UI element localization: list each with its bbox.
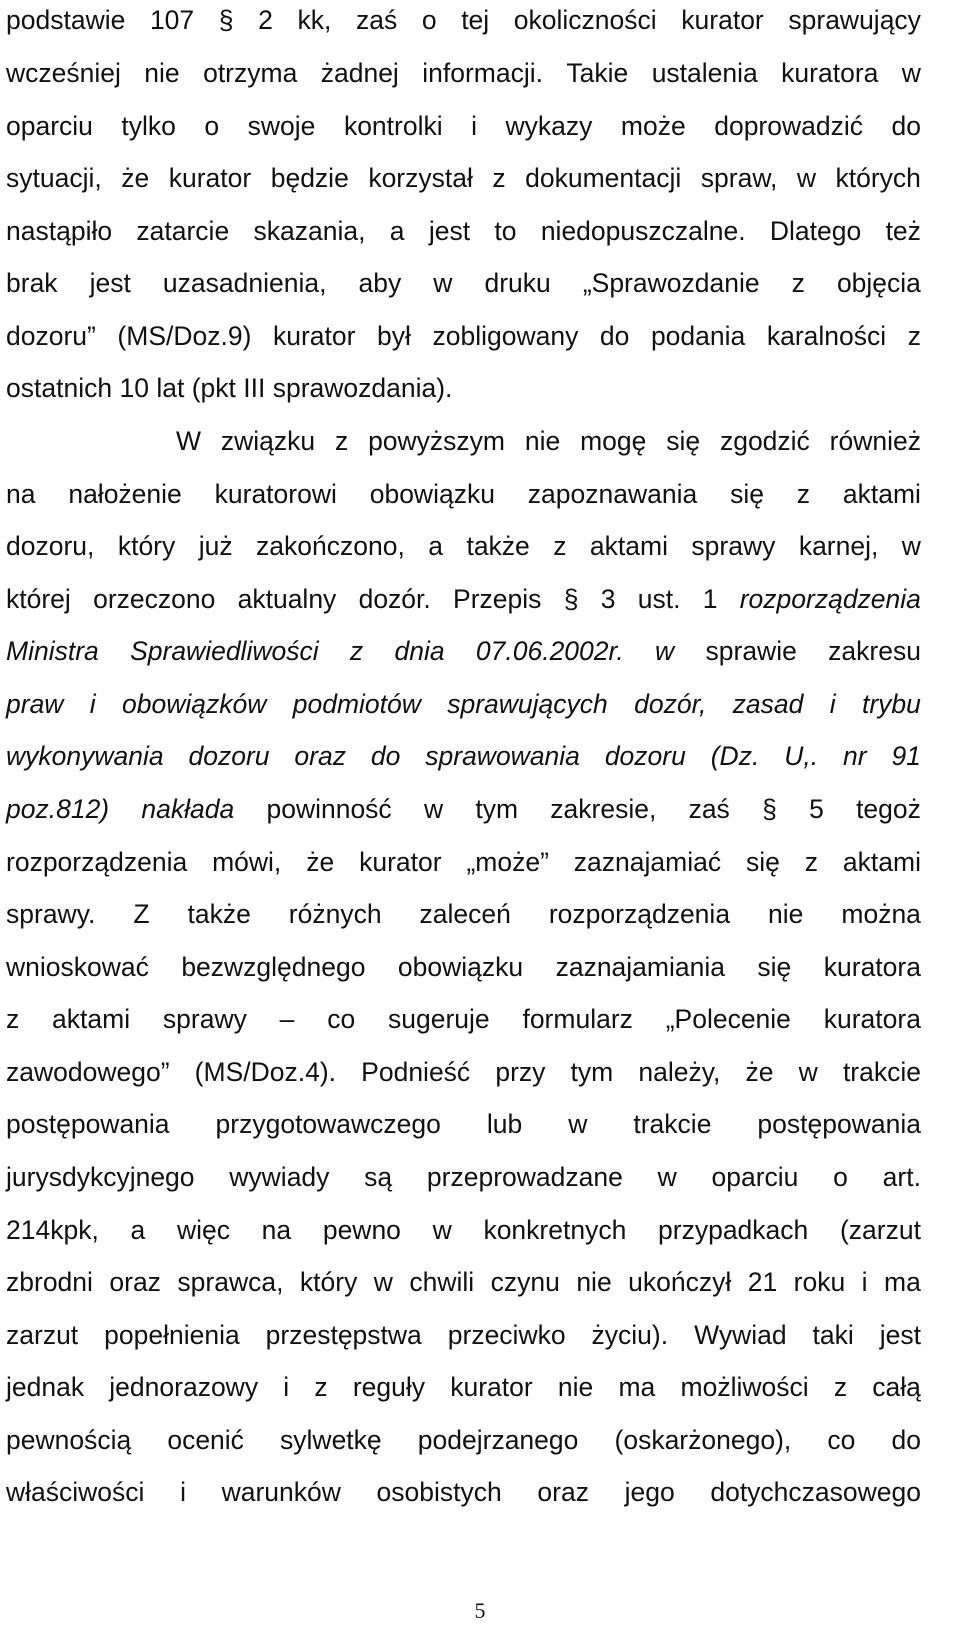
word: zbrodni bbox=[6, 1267, 93, 1297]
word: jego bbox=[624, 1477, 675, 1507]
text-line bbox=[6, 789, 921, 829]
word: obowiązku bbox=[397, 952, 524, 982]
word: właściwości bbox=[6, 1477, 145, 1507]
word: tylko bbox=[121, 111, 176, 141]
word: jest bbox=[89, 268, 131, 298]
word: postępowania bbox=[6, 1109, 170, 1139]
word: kurator bbox=[359, 847, 442, 877]
text-line bbox=[6, 368, 921, 408]
word: możliwości bbox=[680, 1372, 809, 1402]
word: w bbox=[423, 794, 444, 824]
word: dotychczasowego bbox=[710, 1477, 921, 1507]
word: ustalenia bbox=[651, 58, 758, 88]
word: związku bbox=[220, 426, 316, 456]
word: tej bbox=[461, 5, 490, 35]
word: też bbox=[885, 216, 921, 246]
word: zakończono, bbox=[256, 531, 405, 561]
word: sprawujących bbox=[447, 689, 608, 719]
word: lub bbox=[486, 1109, 523, 1139]
word: nie bbox=[768, 899, 804, 929]
word: z bbox=[314, 1372, 328, 1402]
word: tym bbox=[475, 794, 519, 824]
text-line bbox=[6, 474, 921, 514]
word: oparciu bbox=[6, 111, 93, 141]
word: wykazy bbox=[505, 111, 593, 141]
word: karalności bbox=[766, 321, 887, 351]
word: życiu). bbox=[591, 1320, 669, 1350]
word: sprawie bbox=[705, 636, 797, 666]
word: można bbox=[841, 899, 921, 929]
word: to bbox=[494, 216, 517, 246]
word: w bbox=[798, 1057, 818, 1087]
word: z bbox=[334, 426, 349, 456]
word: z bbox=[349, 636, 364, 666]
word: nastąpiło bbox=[6, 216, 113, 246]
text-line bbox=[6, 947, 921, 987]
word: okoliczności bbox=[513, 5, 657, 35]
word: dozoru bbox=[604, 741, 686, 771]
word: U,. bbox=[784, 741, 819, 771]
word: sprawy bbox=[691, 531, 776, 561]
word: której bbox=[6, 584, 71, 614]
word: korzystał bbox=[368, 163, 473, 193]
word: aktami bbox=[842, 479, 921, 509]
word: przypadkach bbox=[658, 1215, 809, 1245]
word: ocenić bbox=[167, 1425, 244, 1455]
word: 107 bbox=[149, 5, 195, 35]
word: dnia bbox=[394, 636, 445, 666]
text-line bbox=[6, 1420, 921, 1460]
word: 5 bbox=[809, 794, 824, 824]
word: się bbox=[730, 479, 764, 509]
word: był bbox=[377, 321, 411, 351]
word: sprawowania bbox=[425, 741, 580, 771]
word: konkretnych bbox=[483, 1215, 627, 1245]
word: kk, bbox=[297, 5, 332, 35]
word: o bbox=[204, 111, 220, 141]
text-line bbox=[6, 999, 921, 1039]
word: także bbox=[466, 531, 530, 561]
word: sylwetkę bbox=[280, 1425, 382, 1455]
word: jednak bbox=[6, 1372, 85, 1402]
word: objęcia bbox=[836, 268, 921, 298]
word: zatarcie bbox=[136, 216, 230, 246]
word: 3 bbox=[600, 584, 616, 614]
text-line bbox=[6, 211, 921, 251]
word: jest bbox=[428, 216, 471, 246]
word: kurator bbox=[450, 1372, 533, 1402]
word: do bbox=[891, 111, 921, 141]
word: reguły bbox=[352, 1372, 426, 1402]
word: roku bbox=[793, 1267, 846, 1297]
text-line bbox=[6, 894, 921, 934]
word: się bbox=[666, 426, 701, 456]
word: z bbox=[791, 268, 805, 298]
word: na bbox=[261, 1215, 292, 1245]
word: doprowadzić bbox=[714, 111, 863, 141]
word: spraw, bbox=[700, 163, 778, 193]
word: w bbox=[432, 1215, 452, 1245]
word: są bbox=[364, 1162, 393, 1192]
word: zaś bbox=[688, 794, 730, 824]
word: zawodowego” bbox=[6, 1057, 170, 1087]
word: aby bbox=[358, 268, 402, 298]
word: i bbox=[471, 111, 478, 141]
word: a bbox=[130, 1215, 146, 1245]
word: kuratora bbox=[781, 58, 879, 88]
word: czynu bbox=[490, 1267, 560, 1297]
word: ma bbox=[618, 1372, 656, 1402]
word: do bbox=[891, 1425, 921, 1455]
text-line bbox=[6, 1472, 921, 1512]
word: „Sprawozdanie bbox=[582, 268, 760, 298]
word: zapoznawania bbox=[527, 479, 698, 509]
word: (zarzut bbox=[839, 1215, 921, 1245]
word: warunków bbox=[221, 1477, 341, 1507]
word: Podnieść bbox=[361, 1057, 471, 1087]
word: taki bbox=[812, 1320, 854, 1350]
word: skazania, bbox=[253, 216, 366, 246]
word: z bbox=[553, 531, 567, 561]
word: mówi, bbox=[212, 847, 282, 877]
word: z bbox=[6, 1004, 20, 1034]
word: powyższym bbox=[368, 426, 506, 456]
word: przygotowawczego bbox=[215, 1109, 441, 1139]
word: w bbox=[901, 58, 921, 88]
word: w bbox=[655, 636, 675, 666]
text-line bbox=[176, 421, 921, 461]
text-line bbox=[6, 316, 921, 356]
word: § bbox=[563, 584, 579, 614]
word: trakcie bbox=[633, 1109, 712, 1139]
word: aktami bbox=[52, 1004, 131, 1034]
word: oparciu bbox=[711, 1162, 799, 1192]
word: 10 bbox=[119, 373, 149, 403]
word: całą bbox=[872, 1372, 921, 1402]
word: 2 bbox=[258, 5, 273, 35]
word: Z bbox=[133, 899, 150, 929]
word: i bbox=[829, 689, 836, 719]
word: dozoru” bbox=[6, 321, 96, 351]
word: orzeczono bbox=[93, 584, 216, 614]
word: który bbox=[117, 531, 176, 561]
word: Przepis bbox=[453, 584, 542, 614]
word: oraz bbox=[109, 1267, 161, 1297]
word: III bbox=[243, 373, 266, 403]
word: niedopuszczalne. bbox=[540, 216, 746, 246]
word: § bbox=[762, 794, 777, 824]
word: i bbox=[861, 1267, 868, 1297]
word: zobligowany bbox=[432, 321, 579, 351]
word: kurator bbox=[272, 321, 356, 351]
word: w bbox=[796, 163, 816, 193]
word: nie bbox=[524, 426, 561, 456]
word: nie bbox=[144, 58, 180, 88]
text-line bbox=[6, 263, 921, 303]
word: swoje bbox=[247, 111, 316, 141]
word: się bbox=[745, 847, 780, 877]
word: podmiotów bbox=[292, 689, 421, 719]
word: wcześniej bbox=[6, 58, 121, 88]
word: że bbox=[306, 847, 335, 877]
word: trakcie bbox=[842, 1057, 921, 1087]
word: 214kpk, bbox=[6, 1215, 99, 1245]
word: na bbox=[6, 479, 36, 509]
word: zaznajamiać bbox=[573, 847, 722, 877]
word: obowiązku bbox=[369, 479, 495, 509]
word: żadnej bbox=[320, 58, 399, 88]
word: aktualny bbox=[237, 584, 337, 614]
word: a bbox=[428, 531, 444, 561]
word: informacji. bbox=[422, 58, 543, 88]
word: jurysdykcyjnego bbox=[6, 1162, 195, 1192]
word: Wywiad bbox=[694, 1320, 787, 1350]
word: sprawca, bbox=[177, 1267, 284, 1297]
word: w bbox=[568, 1109, 588, 1139]
word: (Dz. bbox=[710, 741, 760, 771]
text-line bbox=[6, 0, 921, 40]
word: pewno bbox=[322, 1215, 401, 1245]
word: do bbox=[370, 741, 401, 771]
word: postępowania bbox=[757, 1109, 921, 1139]
word: aktami bbox=[589, 531, 668, 561]
text-line bbox=[6, 1157, 921, 1197]
word: kurator bbox=[168, 163, 252, 193]
word: może bbox=[620, 111, 686, 141]
word: różnych bbox=[288, 899, 382, 929]
word: w bbox=[373, 1267, 393, 1297]
word: już bbox=[198, 531, 233, 561]
word: także bbox=[187, 899, 251, 929]
word: a bbox=[389, 216, 405, 246]
word: się bbox=[757, 952, 792, 982]
word: do bbox=[599, 321, 630, 351]
word: Sprawiedliwości bbox=[130, 636, 319, 666]
word: – bbox=[279, 1004, 295, 1034]
text-line bbox=[6, 684, 921, 724]
word: zasad bbox=[732, 689, 804, 719]
word: nie bbox=[576, 1267, 612, 1297]
word: pewnością bbox=[6, 1425, 132, 1455]
word: formularz bbox=[522, 1004, 633, 1034]
word: jest bbox=[879, 1320, 921, 1350]
word: przeprowadzane bbox=[426, 1162, 623, 1192]
word: trybu bbox=[861, 689, 921, 719]
word: który bbox=[299, 1267, 358, 1297]
word: kurator bbox=[681, 5, 764, 35]
word: ukończył bbox=[628, 1267, 732, 1297]
word: kontrolki bbox=[343, 111, 443, 141]
word: zaznajamiania bbox=[555, 952, 725, 982]
word: również bbox=[829, 426, 921, 456]
word: wnioskować bbox=[6, 952, 149, 982]
text-line bbox=[6, 53, 921, 93]
text-line bbox=[6, 1262, 921, 1302]
word: lat bbox=[156, 373, 185, 403]
word: że bbox=[121, 163, 150, 193]
word: ma bbox=[884, 1267, 921, 1297]
word: że bbox=[745, 1057, 774, 1087]
word: oraz bbox=[294, 741, 346, 771]
text-line bbox=[6, 106, 921, 146]
word: sprawozdania). bbox=[272, 373, 453, 403]
word: ust. bbox=[637, 584, 681, 614]
word: „może” bbox=[466, 847, 549, 877]
word: co bbox=[327, 1004, 356, 1034]
word: zgodzić bbox=[719, 426, 810, 456]
word: aktami bbox=[842, 847, 921, 877]
word: o bbox=[833, 1162, 848, 1192]
text-line bbox=[6, 631, 921, 671]
word: z bbox=[833, 1372, 848, 1402]
word: co bbox=[827, 1425, 856, 1455]
word: chwili bbox=[409, 1267, 475, 1297]
word: rozporządzenia bbox=[548, 899, 731, 929]
word: mogę bbox=[580, 426, 647, 456]
word: tegoż bbox=[856, 794, 921, 824]
word: zaś bbox=[355, 5, 398, 35]
text-line bbox=[6, 526, 921, 566]
word: w bbox=[901, 531, 921, 561]
word: wykonywania bbox=[6, 741, 164, 771]
word: podania bbox=[650, 321, 746, 351]
word: przeciwko bbox=[447, 1320, 566, 1350]
text-line bbox=[6, 579, 921, 619]
word: Takie bbox=[566, 58, 629, 88]
word: rozporządzenia bbox=[6, 847, 188, 877]
word: bezwzględnego bbox=[181, 952, 366, 982]
word: 1 bbox=[702, 584, 718, 614]
word: i bbox=[180, 1477, 186, 1507]
word: nie bbox=[557, 1372, 594, 1402]
word: i bbox=[283, 1372, 290, 1402]
word: karnej, bbox=[798, 531, 879, 561]
text-line bbox=[6, 1052, 921, 1092]
word: ostatnich bbox=[6, 373, 113, 403]
word: sytuacji, bbox=[6, 163, 102, 193]
word: przy bbox=[495, 1057, 546, 1087]
word: kuratora bbox=[823, 1004, 921, 1034]
word: sugeruje bbox=[388, 1004, 490, 1034]
word: dokumentacji bbox=[525, 163, 682, 193]
word: należy, bbox=[638, 1057, 721, 1087]
word: zaleceń bbox=[419, 899, 511, 929]
word: sprawy. bbox=[6, 899, 96, 929]
word: sprawy bbox=[162, 1004, 247, 1034]
word: (pkt bbox=[191, 373, 236, 403]
word: kuratorowi bbox=[214, 479, 337, 509]
word: Ministra bbox=[6, 636, 99, 666]
word: (MS/Doz.9) bbox=[117, 321, 252, 351]
word: nałożenie bbox=[68, 479, 182, 509]
word: 91 bbox=[891, 741, 921, 771]
word: zarzut bbox=[6, 1320, 79, 1350]
word: z bbox=[804, 847, 819, 877]
word: Dlatego bbox=[769, 216, 862, 246]
word: brak bbox=[6, 268, 58, 298]
word: przestępstwa bbox=[265, 1320, 422, 1350]
word: powinność bbox=[266, 794, 392, 824]
word: w bbox=[657, 1162, 677, 1192]
word: dozoru bbox=[188, 741, 270, 771]
word: z bbox=[492, 163, 506, 193]
word: będzie bbox=[270, 163, 349, 193]
word: uzasadnienia, bbox=[162, 268, 327, 298]
text-line bbox=[6, 1104, 921, 1144]
word: rozporządzenia bbox=[739, 584, 921, 614]
word: osobistych bbox=[376, 1477, 502, 1507]
word: nakłada bbox=[141, 794, 235, 824]
word: dozór. bbox=[358, 584, 431, 614]
word: sprawujący bbox=[788, 5, 921, 35]
word: kuratora bbox=[823, 952, 921, 982]
word: 21 bbox=[747, 1267, 778, 1297]
text-line bbox=[6, 842, 921, 882]
word: druku bbox=[484, 268, 551, 298]
word: tym bbox=[570, 1057, 614, 1087]
word: W bbox=[176, 426, 202, 456]
word: poz.812) bbox=[6, 794, 110, 824]
text-line bbox=[6, 158, 921, 198]
word: wywiady bbox=[229, 1162, 330, 1192]
word: popełnienia bbox=[104, 1320, 240, 1350]
word: (oskarżonego), bbox=[614, 1425, 792, 1455]
word: w bbox=[433, 268, 453, 298]
word: więc bbox=[176, 1215, 230, 1245]
word: § bbox=[218, 5, 234, 35]
word: dozór, bbox=[634, 689, 707, 719]
word: podstawie bbox=[6, 5, 126, 35]
text-line bbox=[6, 1315, 921, 1355]
word: podejrzanego bbox=[417, 1425, 579, 1455]
word: zakresie, bbox=[550, 794, 657, 824]
word: jednorazowy bbox=[109, 1372, 259, 1402]
text-line bbox=[6, 736, 921, 776]
word: praw bbox=[6, 689, 64, 719]
text-line bbox=[6, 1367, 921, 1407]
word: (MS/Doz.4). bbox=[194, 1057, 337, 1087]
word: i bbox=[89, 689, 96, 719]
word: otrzyma bbox=[203, 58, 298, 88]
word: z bbox=[796, 479, 811, 509]
word: których bbox=[835, 163, 921, 193]
word: o bbox=[421, 5, 437, 35]
word: 07.06.2002r. bbox=[475, 636, 624, 666]
word: art. bbox=[882, 1162, 921, 1192]
page-number: 5 bbox=[474, 1598, 486, 1623]
word: „Polecenie bbox=[665, 1004, 791, 1034]
word: dozoru, bbox=[6, 531, 95, 561]
text-line bbox=[6, 1210, 921, 1250]
word: nr bbox=[842, 741, 867, 771]
word: obowiązków bbox=[122, 689, 267, 719]
word: oraz bbox=[537, 1477, 589, 1507]
word: zakresu bbox=[828, 636, 921, 666]
word: z bbox=[907, 321, 921, 351]
